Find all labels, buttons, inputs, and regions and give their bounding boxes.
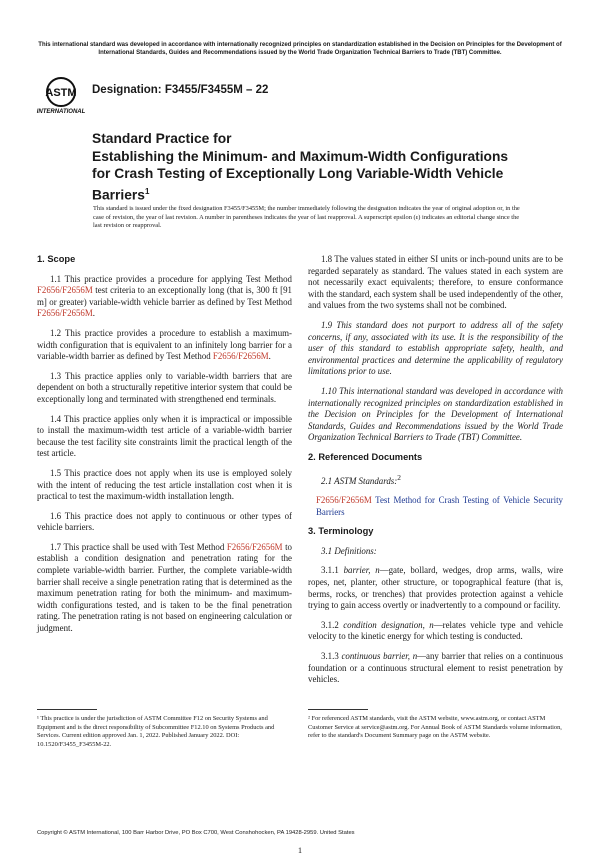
para-3-1-1: 3.1.1 barrier, n—gate, bollard, wedges, drop arms, walls, wire ropes, net, planter, other structure, or topographical feature (that is, berms, rocks, or trenches) that provides protection against a vehicle trying to gain access overtly or inadvertently to a compound or facility. xyxy=(308,565,564,611)
svg-text:ASTM: ASTM xyxy=(45,87,77,99)
astm-logo xyxy=(36,76,86,115)
page-number: 1 xyxy=(297,845,303,855)
footnote-2: ² For referenced ASTM standards, visit the ASTM website, www.astm.org, or contact ASTM Customer Service at service@astm.org. For Annual Book of ASTM Standards volume information, refer to the standard's Document Summary page on the ASTM website. xyxy=(308,715,562,740)
para-1-8: 1.8 The values stated in either SI units or inch-pound units are to be regarded separately as standard. The values stated in each system are not necessarily exact equivalents; therefore, to ensure conformance with the standard, each system shall be used independently of the other, and values from the two systems shall not be combined. xyxy=(308,254,563,311)
para-1-9: 1.9 This standard does not purport to address all of the safety concerns, if any, associated with its use. It is the responsibility of the user of this standard to establish appropriate safety, health, and environmental practices and determine the applicability of regulatory limitations prior to use. xyxy=(308,319,563,377)
link-f2656[interactable]: F2656/F2656M xyxy=(316,495,372,506)
para-1-6: 1.6 This practice does not apply to continuous or other types of vehicle barriers. xyxy=(37,510,292,533)
copyright-footer: Copyright © ASTM International, 100 Barr Harbor Drive, PO Box C700, West Conshohocken, PA 19428-2959. United States xyxy=(37,830,355,836)
para-2-1: 2.1 ASTM Standards:$^2$ xyxy=(321,472,401,486)
title-main: Establishing the Minimum- and Maximum-Width Configurations for Crash Testing of Exceptionally Long Variable-Width Vehicle Barriers xyxy=(92,148,509,203)
agreement-banner: This international standard was developed in accordance with internationally recognized principles on standardization established in the Decision on Principles for the Development of International Standards, Guides and Recommendations issued by the World Trade Organization Technical Barriers to Trade (TBT) Committee. xyxy=(38,42,562,56)
para-1-7: 1.7 This practice shall be used with Test Method F2656/F2656M to establish a condition designation and penetration rating for the complete variable-width barrier. Further, the complete variable-width barrier shall receive a single penetration rating that is determined as the maximum penetration rating for both the minimum- and maximum-width configurations tested, and is taken to be the final penetration rating. The penetration rating is not based on engineering calculation or judgment. xyxy=(37,541,292,634)
title-line1: Standard Practice for xyxy=(92,131,232,146)
document-title xyxy=(92,130,522,204)
para-3-1-2: 3.1.2 condition designation, n—relates vehicle type and vehicle velocity to the kinetic energy for which testing is conducted. xyxy=(308,619,563,642)
section-heading-referenced-documents: 2. Referenced Documents xyxy=(308,451,423,462)
para-1-1: 1.1 This practice provides a procedure for applying Test Method F2656/F2656M test criteria to an exceptionally long (that is, 300 ft [91 m] or greater) variable-width vehicle barrier as defined by Test Method F2656/F2656M. xyxy=(37,273,292,319)
para-1-2: 1.2 This practice provides a procedure to establish a maximum-width configuration that is equivalent to an infinitely long barrier for a variable-width barrier as defined by Test Method F2656/F2656M. xyxy=(37,327,292,362)
link-f2656[interactable]: F2656/F2656M xyxy=(226,541,283,552)
para-3-1: 3.1 Definitions: xyxy=(321,545,377,556)
para-1-4: 1.4 This practice applies only when it is impractical or impossible to install the maximum-width test article of a variable-width barrier because the test facility site constraints limit the practical length of the test article. xyxy=(37,413,292,459)
footnote-1: ¹ This practice is under the jurisdiction of ASTM Committee F12 on Security Systems and Equipment and is the direct responsibility of Subcommittee F12.10 on Systems Products and Services. Current edition approved Jan. 1, 2022. Published January 2022. DOI: 10.1520/F3455_F3455M-22. xyxy=(37,715,275,748)
title-footnote-mark: 1 xyxy=(144,186,150,196)
link-f2656[interactable]: F2656/F2656M xyxy=(37,308,93,319)
para-1-10: 1.10 This international standard was developed in accordance with internationally recognized principles on standardization established in the Decision on Principles for the Development of International Standards, Guides and Recommendations issued by the World Trade Organization Technical Barriers to Trade (TBT) Committee. xyxy=(308,385,563,443)
left-column xyxy=(37,254,292,643)
footnote-rule xyxy=(308,709,368,710)
footnote-rule xyxy=(37,709,97,710)
ref-f2656: F2656/F2656M Test Method for Crash Testing of Vehicle Security Barriers xyxy=(316,495,563,517)
para-1-5: 1.5 This practice does not apply when its use is employed solely with the intent of reducing the test article installation cost when it is practical to test the maximum-width installation length. xyxy=(37,467,292,502)
para-3-1-3: 3.1.3 continuous barrier, n—any barrier that relies on a continuous foundation or a continuous structural element to resist penetration by vehicles. xyxy=(308,651,563,685)
designation: Designation: F3455/F3455M – 22 xyxy=(92,84,269,96)
right-column xyxy=(308,254,563,694)
para-1-3: 1.3 This practice applies only to variable-width barriers that are dependent on both a structurally repetitive interior system that could be exceptionally long and terminated with strengthened end terminals. xyxy=(37,370,292,404)
link-f2656[interactable]: F2656/F2656M xyxy=(37,285,93,296)
svg-text:INTERNATIONAL: INTERNATIONAL xyxy=(36,109,86,115)
section-heading-scope: 1. Scope xyxy=(37,254,76,264)
section-heading-terminology: 3. Terminology xyxy=(308,526,374,537)
link-f2656[interactable]: F2656/F2656M xyxy=(212,351,269,362)
issue-note: This standard is issued under the fixed designation F3455/F3455M; the number immediately following the designation indicates the year of original adoption or, in the case of revision, the year of last revision. A number in parentheses indicates the year of last reapproval. A superscript epsilon (ε) indicates an editorial change since the last revision or reapproval. xyxy=(93,205,520,230)
